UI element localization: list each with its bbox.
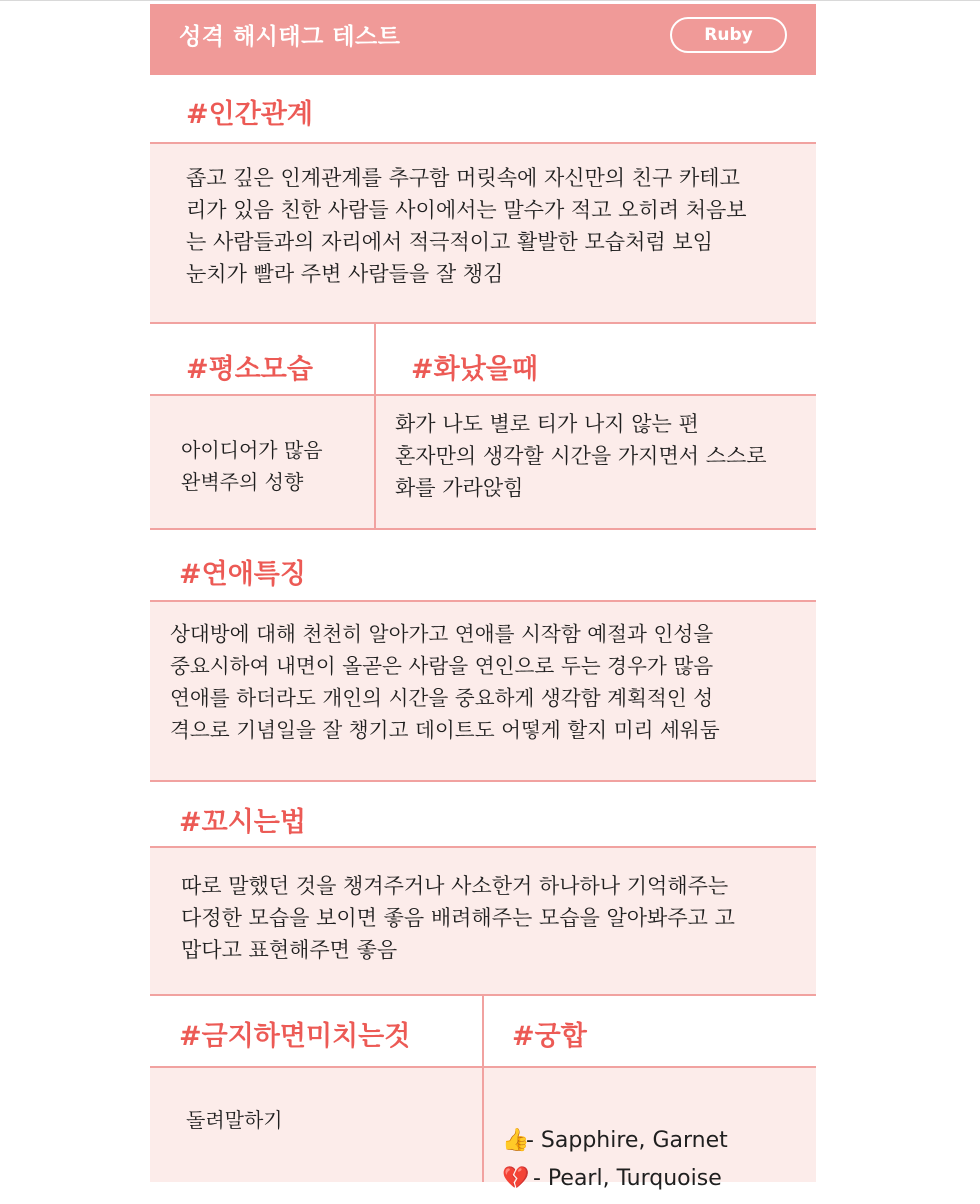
header-bar (150, 4, 816, 75)
tag-angry: #화났을때 (411, 354, 538, 385)
tag-win-over: #꼬시는법 (179, 807, 306, 838)
page-title: 성격 해시태그 테스트 (179, 24, 401, 50)
divider (150, 322, 816, 324)
thumbs-up-icon: 👍 (502, 1128, 530, 1153)
angry-text: 화가 나도 별로 티가 나지 않는 편 혼자만의 생각할 시간을 가지면서 스스로 화를 가라앉힘 (395, 412, 767, 500)
compat-good-text: - Sapphire, Garnet (526, 1128, 728, 1153)
relationships-panel (150, 144, 816, 322)
column-divider (374, 324, 376, 396)
tag-usual: #평소모습 (186, 354, 313, 385)
result-card (150, 4, 816, 1191)
stone-button[interactable]: Ruby (670, 17, 787, 53)
relationships-text: 좁고 깊은 인계관계를 추구함 머릿속에 자신만의 친구 카테고 리가 있음 친한 사람들 사이에서는 말수가 적고 오히려 처음보 는 사람들과의 자리에서 적극적이고 활발한 모습처럼 보임 눈치가 빨라 주변 사람들을 잘 챙김 (186, 166, 747, 286)
divider (150, 528, 816, 530)
column-divider (482, 996, 484, 1066)
tag-compat: #궁합 (512, 1021, 587, 1052)
top-divider (0, 0, 980, 1)
tag-romance: #연애특징 (179, 559, 306, 590)
divider (150, 780, 816, 782)
column-divider (374, 396, 376, 528)
tag-taboo: #금지하면미치는것 (179, 1021, 411, 1052)
usual-angry-panel (150, 396, 816, 528)
taboo-text: 돌려말하기 (186, 1108, 283, 1132)
win-over-panel (150, 848, 816, 994)
column-divider (482, 1068, 484, 1182)
romance-panel (150, 602, 816, 780)
usual-text: 아이디어가 많음 완벽주의 성향 (181, 438, 323, 494)
broken-heart-icon: 💔 (502, 1166, 530, 1191)
compat-bad-text: - Pearl, Turquoise (526, 1166, 722, 1191)
tag-relationships: #인간관계 (186, 99, 313, 130)
romance-text: 상대방에 대해 천천히 알아가고 연애를 시작함 예절과 인성을 중요시하여 내면이 올곧은 사람을 연인으로 두는 경우가 많음 연애를 하더라도 개인의 시간을 중요하게 생각함 계획적인 성 격으로 기념일을 잘 챙기고 데이트도 어떻게 할지 미리 세워둠 (170, 622, 720, 742)
compat-bad (502, 1122, 722, 1198)
win-over-text: 따로 말했던 것을 챙겨주거나 사소한거 하나하나 기억해주는 다정한 모습을 보이면 좋음 배려해주는 모습을 알아봐주고 고 맙다고 표현해주면 좋음 (181, 874, 735, 962)
